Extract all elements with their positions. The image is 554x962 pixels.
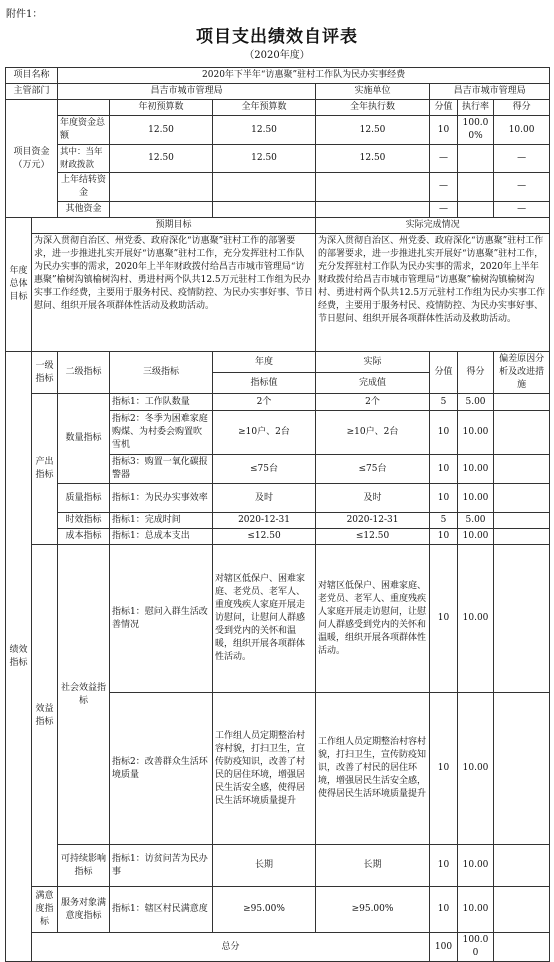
indicator-target: 对辖区低保户、困难家庭、老党员、老军人、重度残疾人家庭开展走访慰问，让慰问人群感受到党内的关怀和温暖，组织开展各项群体性活动。 — [213, 545, 316, 693]
indicator-actual: 长期 — [316, 845, 430, 887]
page-title: 项目支出绩效自评表 — [196, 27, 358, 47]
indicator-reason — [494, 513, 550, 529]
funds-row-initial — [110, 172, 213, 201]
indicator-actual: 2020-12-31 — [316, 513, 430, 529]
indicator-reason — [494, 455, 550, 484]
goals-expected-header: 预期目标 — [32, 218, 316, 234]
funds-col-full: 全年预算数 — [213, 100, 316, 116]
funds-row-got: — — [494, 172, 550, 201]
indicator-target: 2020-12-31 — [213, 513, 316, 529]
indicator-score: 10 — [430, 887, 458, 933]
funds-row-initial: 12.50 — [110, 116, 213, 145]
indicator-score: 5 — [430, 513, 458, 529]
indicator-l3: 指标1：总成本支出 — [110, 529, 213, 545]
funds-row-full: 12.50 — [213, 145, 316, 173]
social-label: 社会效益指标 — [58, 545, 110, 845]
funds-row-exec — [316, 201, 430, 217]
timely-label: 时效指标 — [58, 513, 110, 529]
dept-label: 主管部门 — [6, 84, 58, 100]
year-subtitle: （2020年度） — [244, 50, 310, 61]
perf-h-l3: 三级指标 — [110, 352, 213, 394]
indicator-actual: ≤75台 — [316, 455, 430, 484]
indicator-score: 10 — [430, 484, 458, 513]
project-name-label: 项目名称 — [6, 68, 58, 84]
goals-label: 年度总体目标 — [6, 218, 32, 352]
quantity-label: 数量指标 — [58, 394, 110, 484]
indicator-actual: ≤12.50 — [316, 529, 430, 545]
funds-row-score: — — [430, 145, 458, 173]
perf-h-l2: 二级指标 — [58, 352, 110, 394]
funds-col-rate: 执行率 — [458, 100, 494, 116]
indicator-got: 10.00 — [458, 845, 494, 887]
indicator-target: ≤75台 — [213, 455, 316, 484]
indicator-l3: 指标2：冬季为困难家庭购煤、为村委会购置吹雪机 — [110, 411, 213, 455]
indicator-got: 10.00 — [458, 693, 494, 845]
indicator-got: 10.00 — [458, 484, 494, 513]
total-label: 总分 — [32, 933, 430, 962]
indicator-target: 及时 — [213, 484, 316, 513]
indicator-actual: ≥10户、2台 — [316, 411, 430, 455]
indicator-score: 10 — [430, 455, 458, 484]
indicator-reason — [494, 887, 550, 933]
funds-row-rate — [458, 201, 494, 217]
cost-label: 成本指标 — [58, 529, 110, 545]
indicator-reason — [494, 411, 550, 455]
quality-label: 质量指标 — [58, 484, 110, 513]
indicator-actual: 2个 — [316, 394, 430, 411]
funds-col-score: 分值 — [430, 100, 458, 116]
sustain-label: 可持续影响指标 — [58, 845, 110, 887]
goals-expected-text: 为深入贯彻自治区、州党委、政府深化“访惠聚”驻村工作的部署要求，进一步推进扎实开展好“访惠聚”驻村工作，充分发挥驻村工作队为民办实事的需求，2020年上半年财政拨付给昌吉市城市管理局“访惠聚”榆树沟镇榆树沟村、勇进村两个队共12.5万元驻村工作组为民办实事工作经费，主要用于服务村民、疫情防控、为民办实事好事、节日慰问、组织开展各项群体性活动及救助活动。 — [32, 234, 316, 352]
goals-actual-text: 为深入贯彻自治区、州党委、政府深化“访惠聚”驻村工作的部署要求，进一步推进扎实开展好“访惠聚”驻村工作，充分发挥驻村工作队为民办实事的需求，2020年上半年财政拨付给昌吉市城市管理局“访惠聚”榆树沟镇榆树沟村、勇进村两个队共12.5万元驻村工作组为民办实事工作经费，主要用于服务村民、疫情防控、为民办实事好事、节日慰问、组织开展各项群体性活动及救助活动。 — [316, 234, 550, 352]
indicator-reason — [494, 545, 550, 693]
perf-h-target: 指标值 — [213, 373, 316, 394]
indicator-actual: ≥95.00% — [316, 887, 430, 933]
perf-h-l1: 一级指标 — [32, 352, 58, 394]
attachment-label: 附件1： — [6, 9, 43, 20]
total-reason — [494, 933, 550, 962]
indicator-l3: 指标1：辖区村民满意度 — [110, 887, 213, 933]
funds-label: 项目资金（万元） — [6, 100, 58, 218]
funds-row-initial: 12.50 — [110, 145, 213, 173]
indicator-got: 10.00 — [458, 529, 494, 545]
funds-header-blank — [58, 100, 110, 116]
indicator-target: 2个 — [213, 394, 316, 411]
indicator-l3: 指标1：工作队数量 — [110, 394, 213, 411]
indicator-got: 10.00 — [458, 411, 494, 455]
indicator-target: ≥10户、2台 — [213, 411, 316, 455]
indicator-reason — [494, 845, 550, 887]
indicator-reason — [494, 394, 550, 411]
indicator-reason — [494, 693, 550, 845]
funds-row-name: 其中：当年财政拨款 — [58, 145, 110, 173]
perf-label: 绩效指标 — [6, 352, 32, 962]
indicator-score: 10 — [430, 411, 458, 455]
impl-label: 实施单位 — [316, 84, 430, 100]
indicator-target: ≤12.50 — [213, 529, 316, 545]
perf-h-reason: 偏差原因分析及改进措施 — [494, 352, 550, 394]
self-evaluation-table — [5, 67, 550, 962]
funds-row-got: 10.00 — [494, 116, 550, 145]
indicator-target: 长期 — [213, 845, 316, 887]
funds-row-name: 其他资金 — [58, 201, 110, 217]
indicator-got: 10.00 — [458, 545, 494, 693]
benefit-label: 效益指标 — [32, 545, 58, 887]
impl-value: 昌吉市城市管理局 — [430, 84, 550, 100]
indicator-got: 10.00 — [458, 455, 494, 484]
indicator-l3: 指标1：访贫问苦为民办事 — [110, 845, 213, 887]
funds-row-name: 年度资金总额 — [58, 116, 110, 145]
indicator-score: 10 — [430, 529, 458, 545]
perf-h-got: 得分 — [458, 352, 494, 394]
total-got: 100.00 — [458, 933, 494, 962]
indicator-actual: 对辖区低保户、困难家庭、老党员、老军人、重度残疾人家庭开展走访慰问，让慰问人群感受到党内的关怀和温暖，组织开展各项群体性活动。 — [316, 545, 430, 693]
funds-row-score: 10 — [430, 116, 458, 145]
indicator-actual: 及时 — [316, 484, 430, 513]
indicator-l3: 指标1：完成时间 — [110, 513, 213, 529]
indicator-score: 5 — [430, 394, 458, 411]
indicator-l3: 指标1：为民办实事效率 — [110, 484, 213, 513]
dept-value: 昌吉市城市管理局 — [58, 84, 316, 100]
indicator-reason — [494, 484, 550, 513]
funds-col-exec: 全年执行数 — [316, 100, 430, 116]
goals-actual-header: 实际完成情况 — [316, 218, 550, 234]
funds-row-rate — [458, 145, 494, 173]
funds-row-rate — [458, 172, 494, 201]
indicator-reason — [494, 529, 550, 545]
perf-h-actual: 实际 — [316, 352, 430, 373]
funds-col-got: 得分 — [494, 100, 550, 116]
output-label: 产出指标 — [32, 394, 58, 545]
funds-row-full — [213, 201, 316, 217]
indicator-target: ≥95.00% — [213, 887, 316, 933]
satis-label: 满意度指标 — [32, 887, 58, 933]
perf-h-score: 分值 — [430, 352, 458, 394]
funds-row-exec: 12.50 — [316, 145, 430, 173]
funds-row-got: — — [494, 201, 550, 217]
indicator-got: 5.00 — [458, 513, 494, 529]
indicator-got: 5.00 — [458, 394, 494, 411]
indicator-l3: 指标3：购置一氧化碳报警器 — [110, 455, 213, 484]
funds-row-initial — [110, 201, 213, 217]
funds-row-name: 上年结转资金 — [58, 172, 110, 201]
funds-row-score: — — [430, 172, 458, 201]
perf-h-done: 完成值 — [316, 373, 430, 394]
total-score: 100 — [430, 933, 458, 962]
indicator-score: 10 — [430, 545, 458, 693]
service-label: 服务对象满意度指标 — [58, 887, 110, 933]
funds-row-full — [213, 172, 316, 201]
funds-row-exec — [316, 172, 430, 201]
project-name-value: 2020年下半年“访惠聚”驻村工作队为民办实事经费 — [58, 68, 550, 84]
funds-col-initial: 年初预算数 — [110, 100, 213, 116]
indicator-target: 工作组人员定期整治村容村貌，打扫卫生，宣传防疫知识，改善了村民的居住环境，增强居民生活安全感，使得居民生活环境质量提升 — [213, 693, 316, 845]
funds-row-score: — — [430, 201, 458, 217]
funds-row-got: — — [494, 145, 550, 173]
funds-row-full: 12.50 — [213, 116, 316, 145]
funds-row-exec: 12.50 — [316, 116, 430, 145]
indicator-score: 10 — [430, 693, 458, 845]
indicator-score: 10 — [430, 845, 458, 887]
indicator-actual: 工作组人员定期整治村容村貌，打扫卫生，宣传防疫知识，改善了村民的居住环境，增强居民生活安全感，使得居民生活环境质量提升 — [316, 693, 430, 845]
indicator-got: 10.00 — [458, 887, 494, 933]
perf-h-year: 年度 — [213, 352, 316, 373]
funds-row-rate: 100.00% — [458, 116, 494, 145]
indicator-l3: 指标2：改善群众生活环境质量 — [110, 693, 213, 845]
indicator-l3: 指标1：慰问入群生活改善情况 — [110, 545, 213, 693]
